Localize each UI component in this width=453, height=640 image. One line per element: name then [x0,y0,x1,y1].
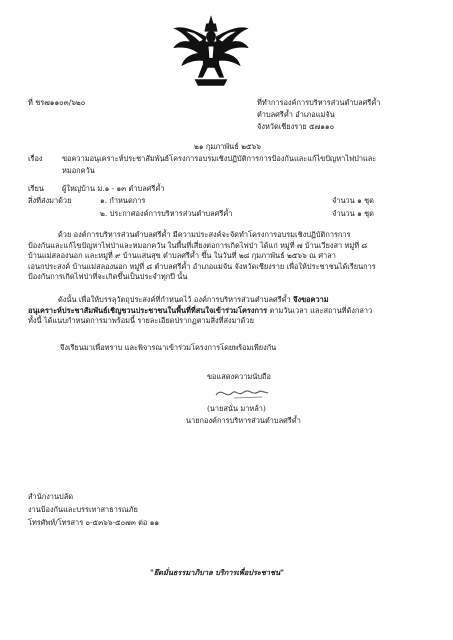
subject-line2: หมอกควัน [62,166,95,175]
body-p2-line2-normal: ตามวันเวลา และสถานที่ดังกล่าว [267,305,373,315]
garuda-emblem-icon [170,12,252,94]
signer-name: (นายสนั่น มาหล้า) [207,404,266,413]
body-paragraph-2 [28,295,438,327]
footer-motto: "ยึดมั่นธรรมาภิบาล บริการเพื่อประชาชน" [150,568,284,577]
subject-label: เรื่อง [28,154,43,163]
document-number: ที่ ชร๗๑๑๐๓/๖๒๐ [28,98,86,107]
enclosure-qty-1: จำนวน ๑ ชุด [332,196,374,205]
body-p1-line: ด้วย องค์การบริหารส่วนตำบลศรีค้ำ มีความประสงค์จะจัดทำโครงการอบรมเชิงปฏิบัติการการ [58,230,351,239]
body-p2-line3: ทั้งนี้ ได้แนบกำหนดการมาพร้อมนี้ รายละเอียดปรากฏตามสิ่งที่ส่งมาด้วย [28,316,254,326]
body-p2-line1 [28,295,438,306]
footer-office: สำนักงานปลัด [28,492,74,501]
body-p2-line1-bold: จึงขอความ [293,295,329,304]
sender-org-line2: ตำบลศรีค้ำ อำเภอแม่จัน [257,110,335,119]
enclosure-item-2: ๒. ประกาศองค์การบริหารส่วนตำบลศรีค้ำ [100,209,233,218]
salutation-recipient: ผู้ใหญ่บ้าน ม.๑ - ๑๓ ตำบลศรีค้ำ [62,184,165,193]
body-p1-line: ป้องกันการเกิดไฟป่าที่จะเกิดขึ้นเป็นประจำทุกปี นั้น [28,272,188,282]
body-p1-line: ป้องกันและแก้ไขปัญหาไฟป่าและหมอกควัน ในพื้นที่เสี่ยงต่อการเกิดไฟป่า ได้แก่ หมู่ที่ ๗ บ้านเวียงสา หมู่ที่ ๘ [28,240,368,250]
body-p1-line: บ้านแม่สลองนอก และหมู่ที่ ๙ บ้านแสนสุข ตำบลศรีค้ำ ขึ้น ในวันที่ ๒๘ กุมภาพันธ์ ๒๕๖๖ ณ ศาลา [28,251,336,261]
sender-org-line3: จังหวัดเชียงราย ๕๗๑๑๐ [257,122,335,131]
signer-position: นายกองค์การบริหารส่วนตำบลศรีค้ำ [186,416,301,425]
handwritten-signature [212,383,272,403]
body-p2-line2-bold: อนุเคราะห์ประชาสัมพันธ์เชิญชวนประชาชนในพื้นที่ที่สนใจเข้าร่วมโครงการ [28,305,268,315]
enclosures-label: สิ่งที่ส่งมาด้วย [28,196,72,205]
body-paragraph-1 [28,230,438,283]
footer-section: งานป้องกันและบรรเทาสาธารณภัย [28,505,138,514]
body-paragraph-3: จึงเรียนมาเพื่อทราบ และพิจารณาเข้าร่วมโครงการโดยพร้อมเพียงกัน [60,343,277,352]
salutation-label: เรียน [28,184,44,193]
subject-line1: ขอความอนุเคราะห์ประชาสัมพันธ์โครงการอบรมเชิงปฏิบัติการการป้องกันและแก้ไขปัญหาไฟป่าและ [62,154,377,163]
closing-regards: ขอแสดงความนับถือ [207,372,271,381]
body-p2-line2 [28,306,438,317]
body-p1-line: เอนกประสงค์ บ้านแม่สลองนอก หมู่ที่ ๘ ตำบลศรีค้ำ อำเภอแม่จัน จังหวัดเชียงราย เพื่อให้ประชาชนได้เรียนการ [28,261,376,271]
enclosure-item-1: ๑. กำหนดการ [100,196,146,205]
enclosure-qty-2: จำนวน ๑ ชุด [332,209,374,218]
sender-org-line1: ที่ทำการองค์การบริหารส่วนตำบลศรีค้ำ [257,98,381,107]
document-date: ๒๑ กุมภาพันธ์ ๒๕๖๖ [194,142,261,151]
body-p2-line1-normal: ดังนั้น เพื่อให้บรรลุวัตถุประสงค์ที่กำหนดไว้ องค์การบริหารส่วนตำบลศรีค้ำ [58,295,294,304]
footer-phone: โทรศัพท์/โทรสาร ๐-๕๓๖๖-๕๐๗๓ ต่อ ๑๑ [28,518,160,527]
